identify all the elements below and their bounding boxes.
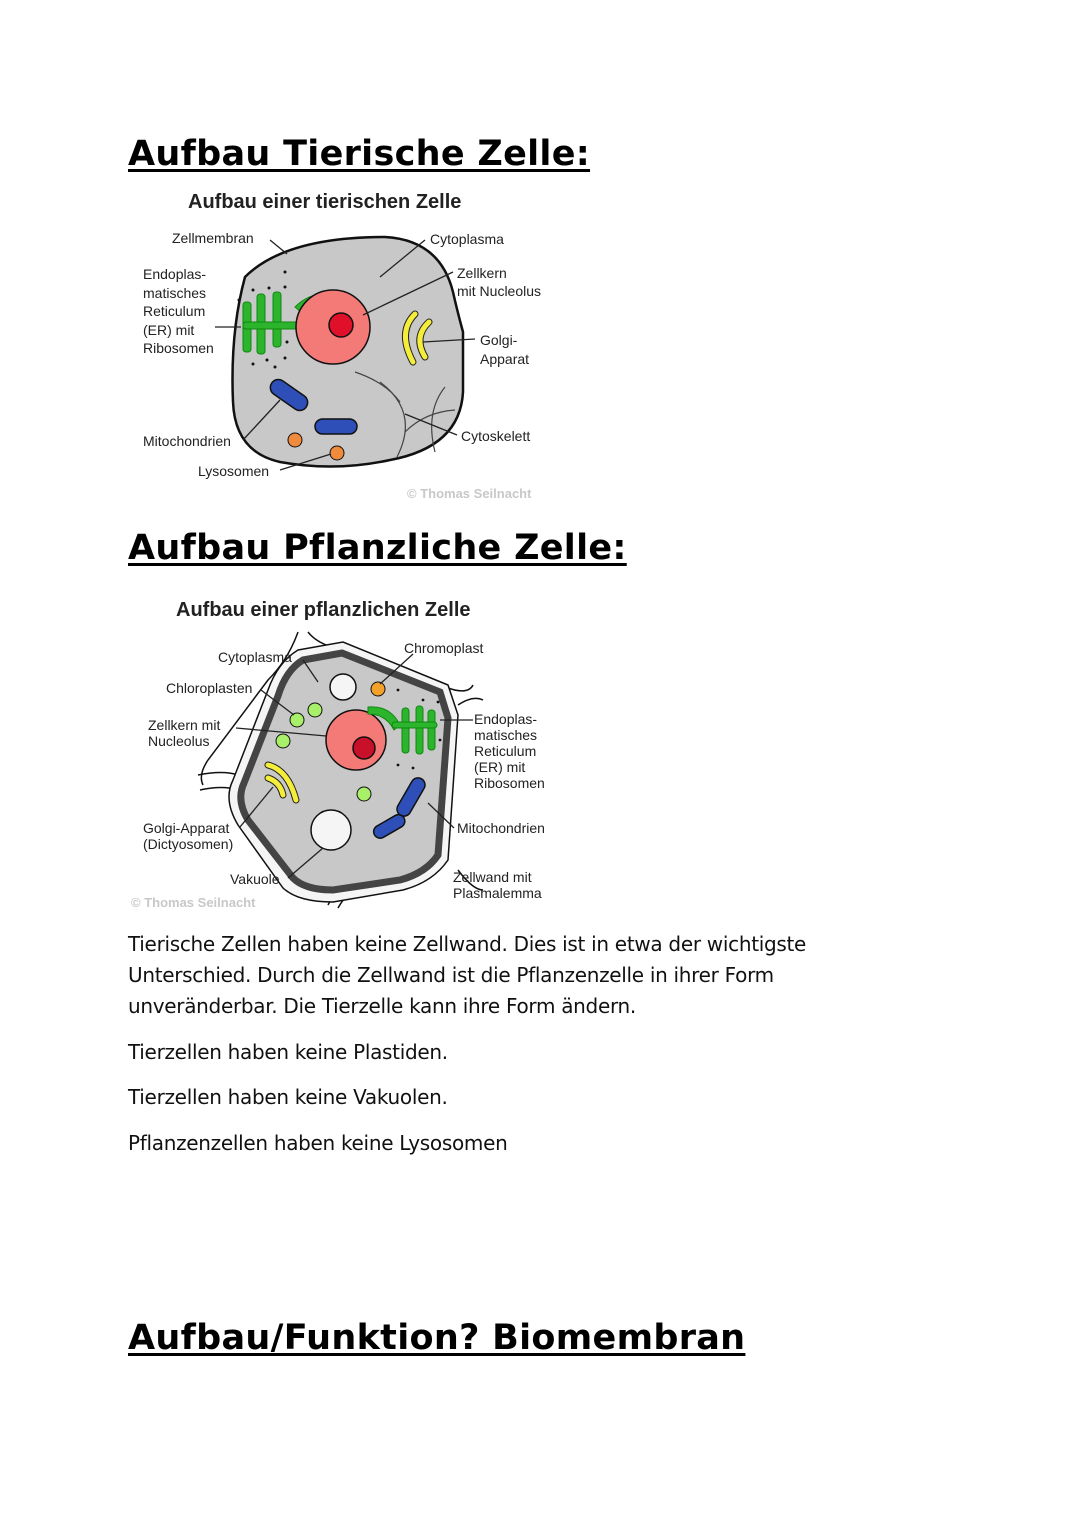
label-vakuole: Vakuole bbox=[230, 871, 280, 887]
label-er-line: matisches bbox=[143, 285, 207, 301]
label-golgi: Golgi- bbox=[480, 332, 518, 348]
label-plasmalemma: Plasmalemma bbox=[453, 885, 542, 901]
label-zellkern: Zellkern mit bbox=[148, 717, 221, 733]
vacuole-shape bbox=[311, 810, 351, 850]
label-mitochondrien: Mitochondrien bbox=[143, 433, 231, 449]
chromoplast-shape bbox=[371, 682, 385, 696]
paragraph-vacuoles: Tierzellen haben keine Vakuolen. bbox=[128, 1085, 448, 1109]
label-er-line: (ER) mit bbox=[474, 759, 526, 775]
paragraph-cell-wall: Tierische Zellen haben keine Zellwand. Dies ist in etwa der wichtigste Unterschied. Durch die Zellwand ist die Pflanzenzelle in ihrer Form unveränderbar. Die Tierzelle kann ihre Form ändern. bbox=[128, 932, 807, 1018]
paragraph-lysosomes: Pflanzenzellen haben keine Lysosomen bbox=[128, 1131, 508, 1155]
copyright: © Thomas Seilnacht bbox=[131, 895, 256, 910]
label-er-line: Endoplas- bbox=[474, 711, 538, 727]
chloroplast-shape bbox=[276, 734, 290, 748]
paragraph-plastids: Tierzellen haben keine Plastiden. bbox=[128, 1040, 448, 1064]
label-chloroplasten: Chloroplasten bbox=[166, 680, 253, 696]
label-cytoplasma: Cytoplasma bbox=[430, 231, 504, 247]
nucleolus-shape bbox=[329, 313, 353, 337]
label-zellwand: Zellwand mit bbox=[453, 869, 532, 885]
label-golgi: (Dictyosomen) bbox=[143, 836, 234, 852]
label-golgi: Golgi-Apparat bbox=[143, 820, 230, 836]
label-er-line: Reticulum bbox=[474, 743, 537, 759]
mitochondrion-shape bbox=[315, 419, 357, 434]
label-nucleolus: mit Nucleolus bbox=[457, 283, 542, 299]
label-er-line: Ribosomen bbox=[143, 340, 214, 356]
label-golgi: Apparat bbox=[480, 351, 530, 367]
label-er-line: Endoplas- bbox=[143, 266, 207, 282]
plant-figure-title: Aufbau einer pflanzlichen Zelle bbox=[176, 599, 471, 621]
plant-cell-diagram bbox=[128, 590, 568, 915]
animal-cell-diagram bbox=[135, 182, 575, 507]
label-er-line: (ER) mit bbox=[143, 322, 195, 338]
heading-plant-cell: Aufbau Pflanzliche Zelle: bbox=[128, 528, 627, 568]
label-lysosomen: Lysosomen bbox=[198, 463, 270, 479]
heading-animal-cell: Aufbau Tierische Zelle: bbox=[128, 134, 591, 174]
label-nucleolus: Nucleolus bbox=[148, 733, 210, 749]
chloroplast-shape bbox=[308, 703, 322, 717]
label-cytoplasma: Cytoplasma bbox=[218, 649, 292, 665]
label-mitochondrien: Mitochondrien bbox=[457, 820, 545, 836]
lysosome-shape bbox=[288, 433, 302, 447]
label-chromoplast: Chromoplast bbox=[404, 640, 484, 656]
label-zellkern: Zellkern bbox=[457, 265, 507, 281]
nucleolus-shape bbox=[353, 737, 375, 759]
chloroplast-shape bbox=[357, 787, 371, 801]
copyright: © Thomas Seilnacht bbox=[407, 486, 532, 501]
chloroplast-shape bbox=[290, 713, 304, 727]
label-cytoskelett: Cytoskelett bbox=[461, 428, 531, 444]
label-zellmembran: Zellmembran bbox=[172, 230, 254, 246]
animal-figure-title: Aufbau einer tierischen Zelle bbox=[188, 191, 462, 213]
heading-biomembrane: Aufbau/Funktion? Biomembran bbox=[128, 1318, 746, 1358]
vacuole-small-shape bbox=[330, 674, 356, 700]
label-er-line: Reticulum bbox=[143, 303, 206, 319]
label-er-line: matisches bbox=[474, 727, 538, 743]
lysosome-shape bbox=[330, 446, 344, 460]
label-er-line: Ribosomen bbox=[474, 775, 545, 791]
